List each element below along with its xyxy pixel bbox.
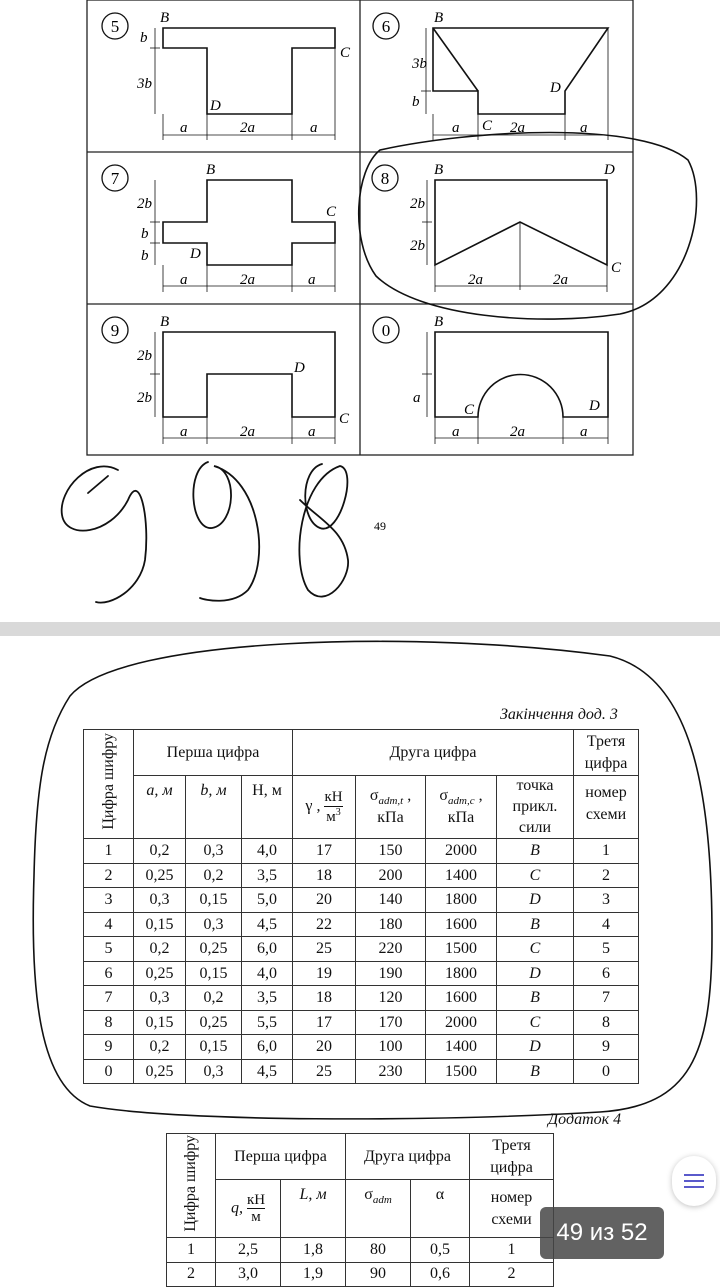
svg-text:a: a bbox=[180, 272, 188, 288]
table-cell: 0,2 bbox=[134, 839, 186, 864]
page-49 bbox=[0, 0, 720, 622]
svg-text:2a: 2a bbox=[240, 424, 255, 440]
scheme-9 bbox=[102, 314, 350, 444]
svg-text:a: a bbox=[310, 120, 318, 136]
svg-text:a: a bbox=[308, 272, 316, 288]
table-cell: 5 bbox=[574, 937, 639, 962]
svg-text:D: D bbox=[190, 246, 201, 262]
svg-text:B: B bbox=[434, 162, 444, 178]
table-cell: 4 bbox=[84, 912, 134, 937]
svg-text:2a: 2a bbox=[553, 272, 568, 288]
table-row bbox=[84, 986, 639, 1011]
table-cell: 0,25 bbox=[134, 863, 186, 888]
table-cell: 1 bbox=[84, 839, 134, 864]
svg-text:a: a bbox=[452, 424, 460, 440]
scheme-0 bbox=[373, 314, 608, 444]
svg-text:2b: 2b bbox=[137, 390, 152, 406]
table-cell: 1400 bbox=[426, 1035, 497, 1060]
head-first-digit: Перша цифра bbox=[134, 730, 293, 776]
table-cell: 4,5 bbox=[242, 912, 293, 937]
table-cell: 6,0 bbox=[242, 1035, 293, 1060]
svg-text:B: B bbox=[206, 162, 216, 178]
table-cell: C bbox=[497, 1010, 574, 1035]
table-row bbox=[84, 961, 639, 986]
table-cell: 0,3 bbox=[186, 912, 242, 937]
table-cell: 0,25 bbox=[186, 1010, 242, 1035]
svg-text:2b: 2b bbox=[137, 196, 152, 212]
table-cell: 90 bbox=[346, 1262, 411, 1287]
svg-text:2a: 2a bbox=[240, 272, 255, 288]
head-gamma: γ , кН $м^3$ bbox=[293, 776, 356, 839]
svg-text:7: 7 bbox=[110, 169, 120, 188]
table-row bbox=[84, 1059, 639, 1084]
table-cell: 0,2 bbox=[186, 863, 242, 888]
table-cell: 0 bbox=[574, 1059, 639, 1084]
table-cell: 1,8 bbox=[281, 1238, 346, 1263]
svg-text:a: a bbox=[308, 424, 316, 440]
svg-text:D: D bbox=[210, 98, 221, 114]
table-cell: 4,5 bbox=[242, 1059, 293, 1084]
table-cell: 100 bbox=[356, 1035, 426, 1060]
table-cell: 1,9 bbox=[281, 1262, 346, 1287]
table-cell: 0,3 bbox=[134, 986, 186, 1011]
head-third-digit: Третя цифра bbox=[574, 730, 639, 776]
table-cell: 1 bbox=[574, 839, 639, 864]
table-appendix-3: Цифра шифру Перша цифра Друга цифра Третя цифра a, м b, м H, м γ , кН $м^3$ $\sigma_{adm,t}$ , кПа $\sigma_{adm,c}$ , кПа точка прикл. сили номер схеми 1 0,2 0,3 4,0 17 150 2000 B 1 2 0,25 0,2 3,5 18 200 1400 C 2 3 0,3 0,15 5,0 20 140 1800 D 3 4 0,15 0,3 4,5 22 180 1600 B 4 5 0,2 0,25 6,0 25 220 1500 C 5 6 0,25 0,15 4,0 19 190 1800 D 6 7 0,3 0,2 3,5 18 120 1600 B 7 8 0,15 0,25 5,5 17 170 2000 C 8 9 0,2 0,15 6,0 20 100 1400 D 9 0 0,25 0,3 4,5 25 230 1500 B 0 bbox=[83, 729, 639, 1084]
table-cell: 1600 bbox=[426, 912, 497, 937]
table-cell: 0,25 bbox=[134, 961, 186, 986]
table-cell: 17 bbox=[293, 1010, 356, 1035]
table-cell: 20 bbox=[293, 1035, 356, 1060]
table-cell: C bbox=[497, 863, 574, 888]
table-cell: B bbox=[497, 839, 574, 864]
table-cell: 0,15 bbox=[186, 1035, 242, 1060]
table-cell: 1500 bbox=[426, 937, 497, 962]
table-row bbox=[167, 1238, 554, 1263]
table-cell: 3 bbox=[574, 888, 639, 913]
table-cell: 22 bbox=[293, 912, 356, 937]
table-cell: D bbox=[497, 961, 574, 986]
svg-text:D: D bbox=[294, 360, 305, 376]
table-cell: 0 bbox=[84, 1059, 134, 1084]
table-cell: 1 bbox=[167, 1238, 216, 1263]
table-cell: 170 bbox=[356, 1010, 426, 1035]
table-cell: 1600 bbox=[426, 986, 497, 1011]
table-cell: 9 bbox=[84, 1035, 134, 1060]
table-cell: 2 bbox=[167, 1262, 216, 1287]
table-cell: 0,5 bbox=[411, 1238, 470, 1263]
svg-text:b: b bbox=[141, 226, 149, 242]
svg-text:a: a bbox=[580, 424, 588, 440]
table-cell: 180 bbox=[356, 912, 426, 937]
table-cell: 120 bbox=[356, 986, 426, 1011]
table-cell: 5,0 bbox=[242, 888, 293, 913]
table-cell: 150 bbox=[356, 839, 426, 864]
handwritten-digits bbox=[62, 462, 348, 603]
table-cell: 18 bbox=[293, 986, 356, 1011]
head-second-digit: Друга цифра bbox=[293, 730, 574, 776]
svg-text:a: a bbox=[580, 120, 588, 136]
scheme-8 bbox=[372, 162, 622, 292]
svg-text:2b: 2b bbox=[410, 196, 425, 212]
svg-text:2b: 2b bbox=[137, 348, 152, 364]
table-row bbox=[84, 888, 639, 913]
table-appendix-4: Цифра шифру Перша цифра Друга цифра Третя цифра q, кН м L, м $\sigma_{adm}$ α номер схеми 1 2,5 1,8 80 0,5 1 2 3,0 1,9 90 0,6 2 bbox=[166, 1133, 554, 1287]
table-cell: 2000 bbox=[426, 839, 497, 864]
table-cell: 190 bbox=[356, 961, 426, 986]
table-cell: 80 bbox=[346, 1238, 411, 1263]
svg-text:3b: 3b bbox=[412, 56, 427, 72]
table-row bbox=[84, 1010, 639, 1035]
head-scheme: номер схеми bbox=[574, 776, 639, 839]
table-cell: 0,2 bbox=[134, 1035, 186, 1060]
table-cell: 3,5 bbox=[242, 986, 293, 1011]
head-point: точка прикл. сили bbox=[497, 776, 574, 839]
table-cell: 6 bbox=[84, 961, 134, 986]
table-cell: 19 bbox=[293, 961, 356, 986]
svg-text:6: 6 bbox=[381, 17, 391, 36]
scheme-number: 5 bbox=[110, 17, 120, 36]
table-row bbox=[84, 839, 639, 864]
table-cell: 0,15 bbox=[134, 1010, 186, 1035]
table-cell: 0,15 bbox=[186, 888, 242, 913]
table-cell: 3,0 bbox=[216, 1262, 281, 1287]
page-counter: 49 из 52 bbox=[540, 1207, 664, 1259]
table-cell: 0,6 bbox=[411, 1262, 470, 1287]
svg-text:a: a bbox=[180, 120, 188, 136]
table-cell: 5 bbox=[84, 937, 134, 962]
table-cell: 20 bbox=[293, 888, 356, 913]
head-sigma-c: $\sigma_{adm,c}$ , кПа bbox=[426, 776, 497, 839]
table-cell: 18 bbox=[293, 863, 356, 888]
svg-text:b: b bbox=[412, 94, 420, 110]
table-cell: 0,25 bbox=[134, 1059, 186, 1084]
table-cell: 140 bbox=[356, 888, 426, 913]
table-cell: 8 bbox=[84, 1010, 134, 1035]
menu-button[interactable] bbox=[672, 1156, 716, 1206]
table-cell: 230 bbox=[356, 1059, 426, 1084]
svg-text:C: C bbox=[339, 411, 350, 427]
table-cell: 4,0 bbox=[242, 839, 293, 864]
table-cell: 0,15 bbox=[134, 912, 186, 937]
table-cell: 2 bbox=[470, 1262, 554, 1287]
table-cell: 25 bbox=[293, 1059, 356, 1084]
svg-text:C: C bbox=[326, 204, 337, 220]
table-cell: 0,3 bbox=[186, 839, 242, 864]
svg-text:9: 9 bbox=[110, 321, 120, 340]
table-cell: D bbox=[497, 1035, 574, 1060]
svg-text:a: a bbox=[452, 120, 460, 136]
table-cell: 0,2 bbox=[186, 986, 242, 1011]
svg-text:b: b bbox=[140, 30, 148, 46]
svg-text:2b: 2b bbox=[410, 238, 425, 254]
page-separator bbox=[0, 622, 720, 636]
page-50 bbox=[0, 636, 720, 1283]
scheme-outline bbox=[163, 28, 335, 114]
svg-text:B: B bbox=[434, 314, 444, 330]
table-cell: 4 bbox=[574, 912, 639, 937]
table-cell: 17 bbox=[293, 839, 356, 864]
table-cell: 8 bbox=[574, 1010, 639, 1035]
table-cell: 1800 bbox=[426, 888, 497, 913]
svg-text:2a: 2a bbox=[240, 120, 255, 136]
svg-text:8: 8 bbox=[380, 169, 390, 188]
svg-text:2a: 2a bbox=[510, 120, 525, 136]
head-sigma-t: $\sigma_{adm,t}$ , кПа bbox=[356, 776, 426, 839]
svg-text:C: C bbox=[464, 402, 475, 418]
table-row bbox=[84, 912, 639, 937]
svg-text:D: D bbox=[550, 80, 561, 96]
table-cell: 200 bbox=[356, 863, 426, 888]
svg-text:2a: 2a bbox=[468, 272, 483, 288]
svg-text:3b: 3b bbox=[137, 76, 152, 92]
svg-text:B: B bbox=[434, 10, 444, 26]
table-row bbox=[84, 863, 639, 888]
scheme-6 bbox=[373, 10, 608, 140]
table-cell: B bbox=[497, 912, 574, 937]
table-cell: 9 bbox=[574, 1035, 639, 1060]
table-cell: 2,5 bbox=[216, 1238, 281, 1263]
table-cell: 0,15 bbox=[186, 961, 242, 986]
table4-caption: Додаток 4 bbox=[548, 1111, 622, 1128]
table-row bbox=[84, 937, 639, 962]
svg-text:B: B bbox=[160, 10, 170, 26]
table3-caption: Закінчення дод. 3 bbox=[500, 706, 618, 723]
table-cell: 0,3 bbox=[134, 888, 186, 913]
table-cell: 6 bbox=[574, 961, 639, 986]
table-cell: 0,3 bbox=[186, 1059, 242, 1084]
scheme-7 bbox=[102, 162, 337, 292]
table-cell: 1 bbox=[470, 1238, 554, 1263]
schemes-figure bbox=[0, 0, 720, 622]
table-cell: 1400 bbox=[426, 863, 497, 888]
svg-text:a: a bbox=[180, 424, 188, 440]
table-cell: 2000 bbox=[426, 1010, 497, 1035]
svg-text:2a: 2a bbox=[510, 424, 525, 440]
svg-text:C: C bbox=[482, 118, 493, 134]
table-cell: 5,5 bbox=[242, 1010, 293, 1035]
hamburger-icon bbox=[684, 1173, 704, 1189]
table-cell: 220 bbox=[356, 937, 426, 962]
table-row bbox=[167, 1262, 554, 1287]
svg-text:a: a bbox=[413, 390, 421, 406]
table-cell: 2 bbox=[84, 863, 134, 888]
table-cell: 0,2 bbox=[134, 937, 186, 962]
table-cell: B bbox=[497, 1059, 574, 1084]
table-cell: 7 bbox=[84, 986, 134, 1011]
col-cipher: Цифра шифру bbox=[84, 730, 134, 839]
svg-text:D: D bbox=[604, 162, 615, 178]
table-cell: 1800 bbox=[426, 961, 497, 986]
table-cell: B bbox=[497, 986, 574, 1011]
svg-text:C: C bbox=[611, 260, 622, 276]
svg-text:C: C bbox=[340, 45, 351, 61]
svg-text:D: D bbox=[589, 398, 600, 414]
table-cell: 7 bbox=[574, 986, 639, 1011]
page-number: 49 bbox=[374, 519, 386, 533]
table-cell: 3 bbox=[84, 888, 134, 913]
scheme-5 bbox=[102, 10, 351, 140]
svg-text:B: B bbox=[160, 314, 170, 330]
table-cell: 4,0 bbox=[242, 961, 293, 986]
svg-text:b: b bbox=[141, 248, 149, 264]
svg-text:0: 0 bbox=[381, 321, 391, 340]
table-cell: D bbox=[497, 888, 574, 913]
table-row bbox=[84, 1035, 639, 1060]
table-cell: 0,25 bbox=[186, 937, 242, 962]
table-cell: 3,5 bbox=[242, 863, 293, 888]
table-cell: 6,0 bbox=[242, 937, 293, 962]
table-cell: C bbox=[497, 937, 574, 962]
table-cell: 2 bbox=[574, 863, 639, 888]
table-cell: 1500 bbox=[426, 1059, 497, 1084]
table-cell: 25 bbox=[293, 937, 356, 962]
